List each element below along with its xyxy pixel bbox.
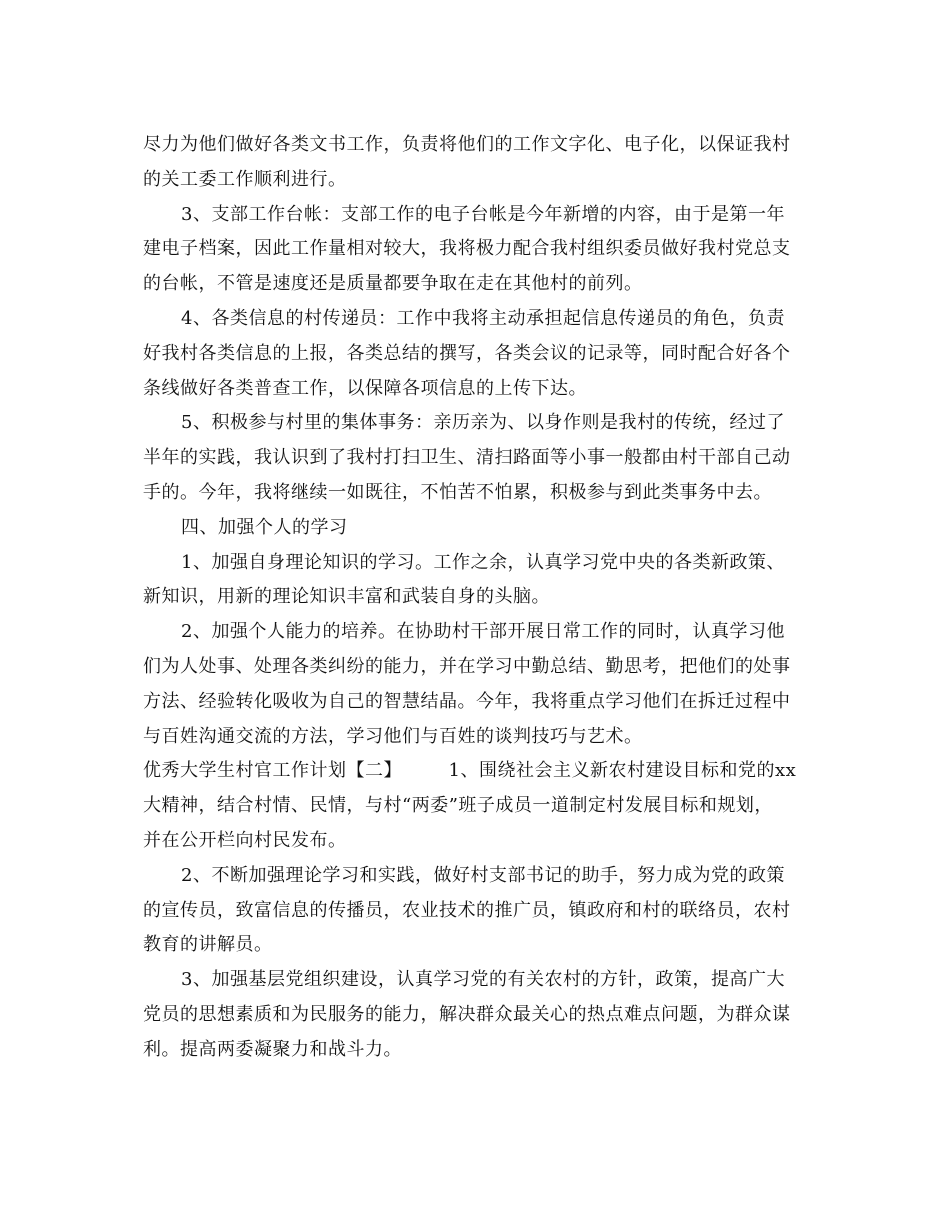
text-line: 半年的实践，我认识到了我村打扫卫生、清扫路面等小事一般都由村干部自己动 (143, 447, 791, 469)
text-line: 条线做好各类普查工作，以保障各项信息的上传下达。 (143, 377, 587, 399)
text-line: 与百姓沟通交流的方法，学习他们与百姓的谈判技巧与艺术。 (143, 725, 643, 747)
text-line: 的宣传员，致富信息的传播员，农业技术的推广员，镇政府和村的联络员，农村 (143, 899, 791, 921)
text-line: 4、各类信息的村传递员：工作中我将主动承担起信息传递员的角色，负责 (181, 307, 785, 329)
text-line: 的关工委工作顺利进行。 (143, 168, 347, 190)
text-line: 5、积极参与村里的集体事务：亲历亲为、以身作则是我村的传统，经过了 (181, 412, 785, 434)
text-line: 好我村各类信息的上报，各类总结的撰写，各类会议的记录等，同时配合好各个 (143, 342, 791, 364)
text-line: 党员的思想素质和为民服务的能力，解决群众最关心的热点难点问题，为群众谋 (143, 1003, 791, 1025)
text-line: 方法、经验转化吸收为自己的智慧结晶。今年，我将重点学习他们在拆迁过程中 (143, 690, 791, 712)
text-line: 并在公开栏向村民发布。 (143, 829, 347, 851)
text-line: 们为人处事、处理各类纠纷的能力，并在学习中勤总结、勤思考，把他们的处事 (143, 655, 791, 677)
text-line: 1、加强自身理论知识的学习。工作之余，认真学习党中央的各类新政策、 (181, 551, 785, 573)
text-line: 3、支部工作台帐：支部工作的电子台帐是今年新增的内容，由于是第一年 (181, 203, 785, 225)
text-line: 3、加强基层党组织建设，认真学习党的有关农村的方针，政策，提高广大 (181, 969, 785, 991)
document-body (143, 128, 813, 1068)
text-line: 2、加强个人能力的培养。在协助村干部开展日常工作的同时，认真学习他 (181, 621, 785, 643)
text-line: 新知识，用新的理论知识丰富和武装自身的头脑。 (143, 586, 550, 608)
text-line: 优秀大学生村官工作计划【二】 1、围绕社会主义新农村建设目标和党的xx (143, 760, 797, 782)
text-line: 四、加强个人的学习 (181, 516, 348, 538)
text-line: 教育的讲解员。 (143, 934, 273, 956)
text-line: 的台帐，不管是速度还是质量都要争取在走在其他村的前列。 (143, 273, 643, 295)
text-line: 大精神，结合村情、民情，与村“两委”班子成员一道制定村发展目标和规划， (143, 795, 773, 817)
text-line: 建电子档案，因此工作量相对较大，我将极力配合我村组织委员做好我村党总支 (143, 238, 791, 260)
text-line: 手的。今年，我将继续一如既往，不怕苦不怕累，积极参与到此类事务中去。 (143, 481, 772, 503)
text-line: 尽力为他们做好各类文书工作，负责将他们的工作文字化、电子化，以保证我村 (143, 134, 791, 155)
text-line: 2、不断加强理论学习和实践，做好村支部书记的助手，努力成为党的政策 (181, 864, 785, 886)
text-line: 利。提高两委凝聚力和战斗力。 (143, 1038, 402, 1060)
